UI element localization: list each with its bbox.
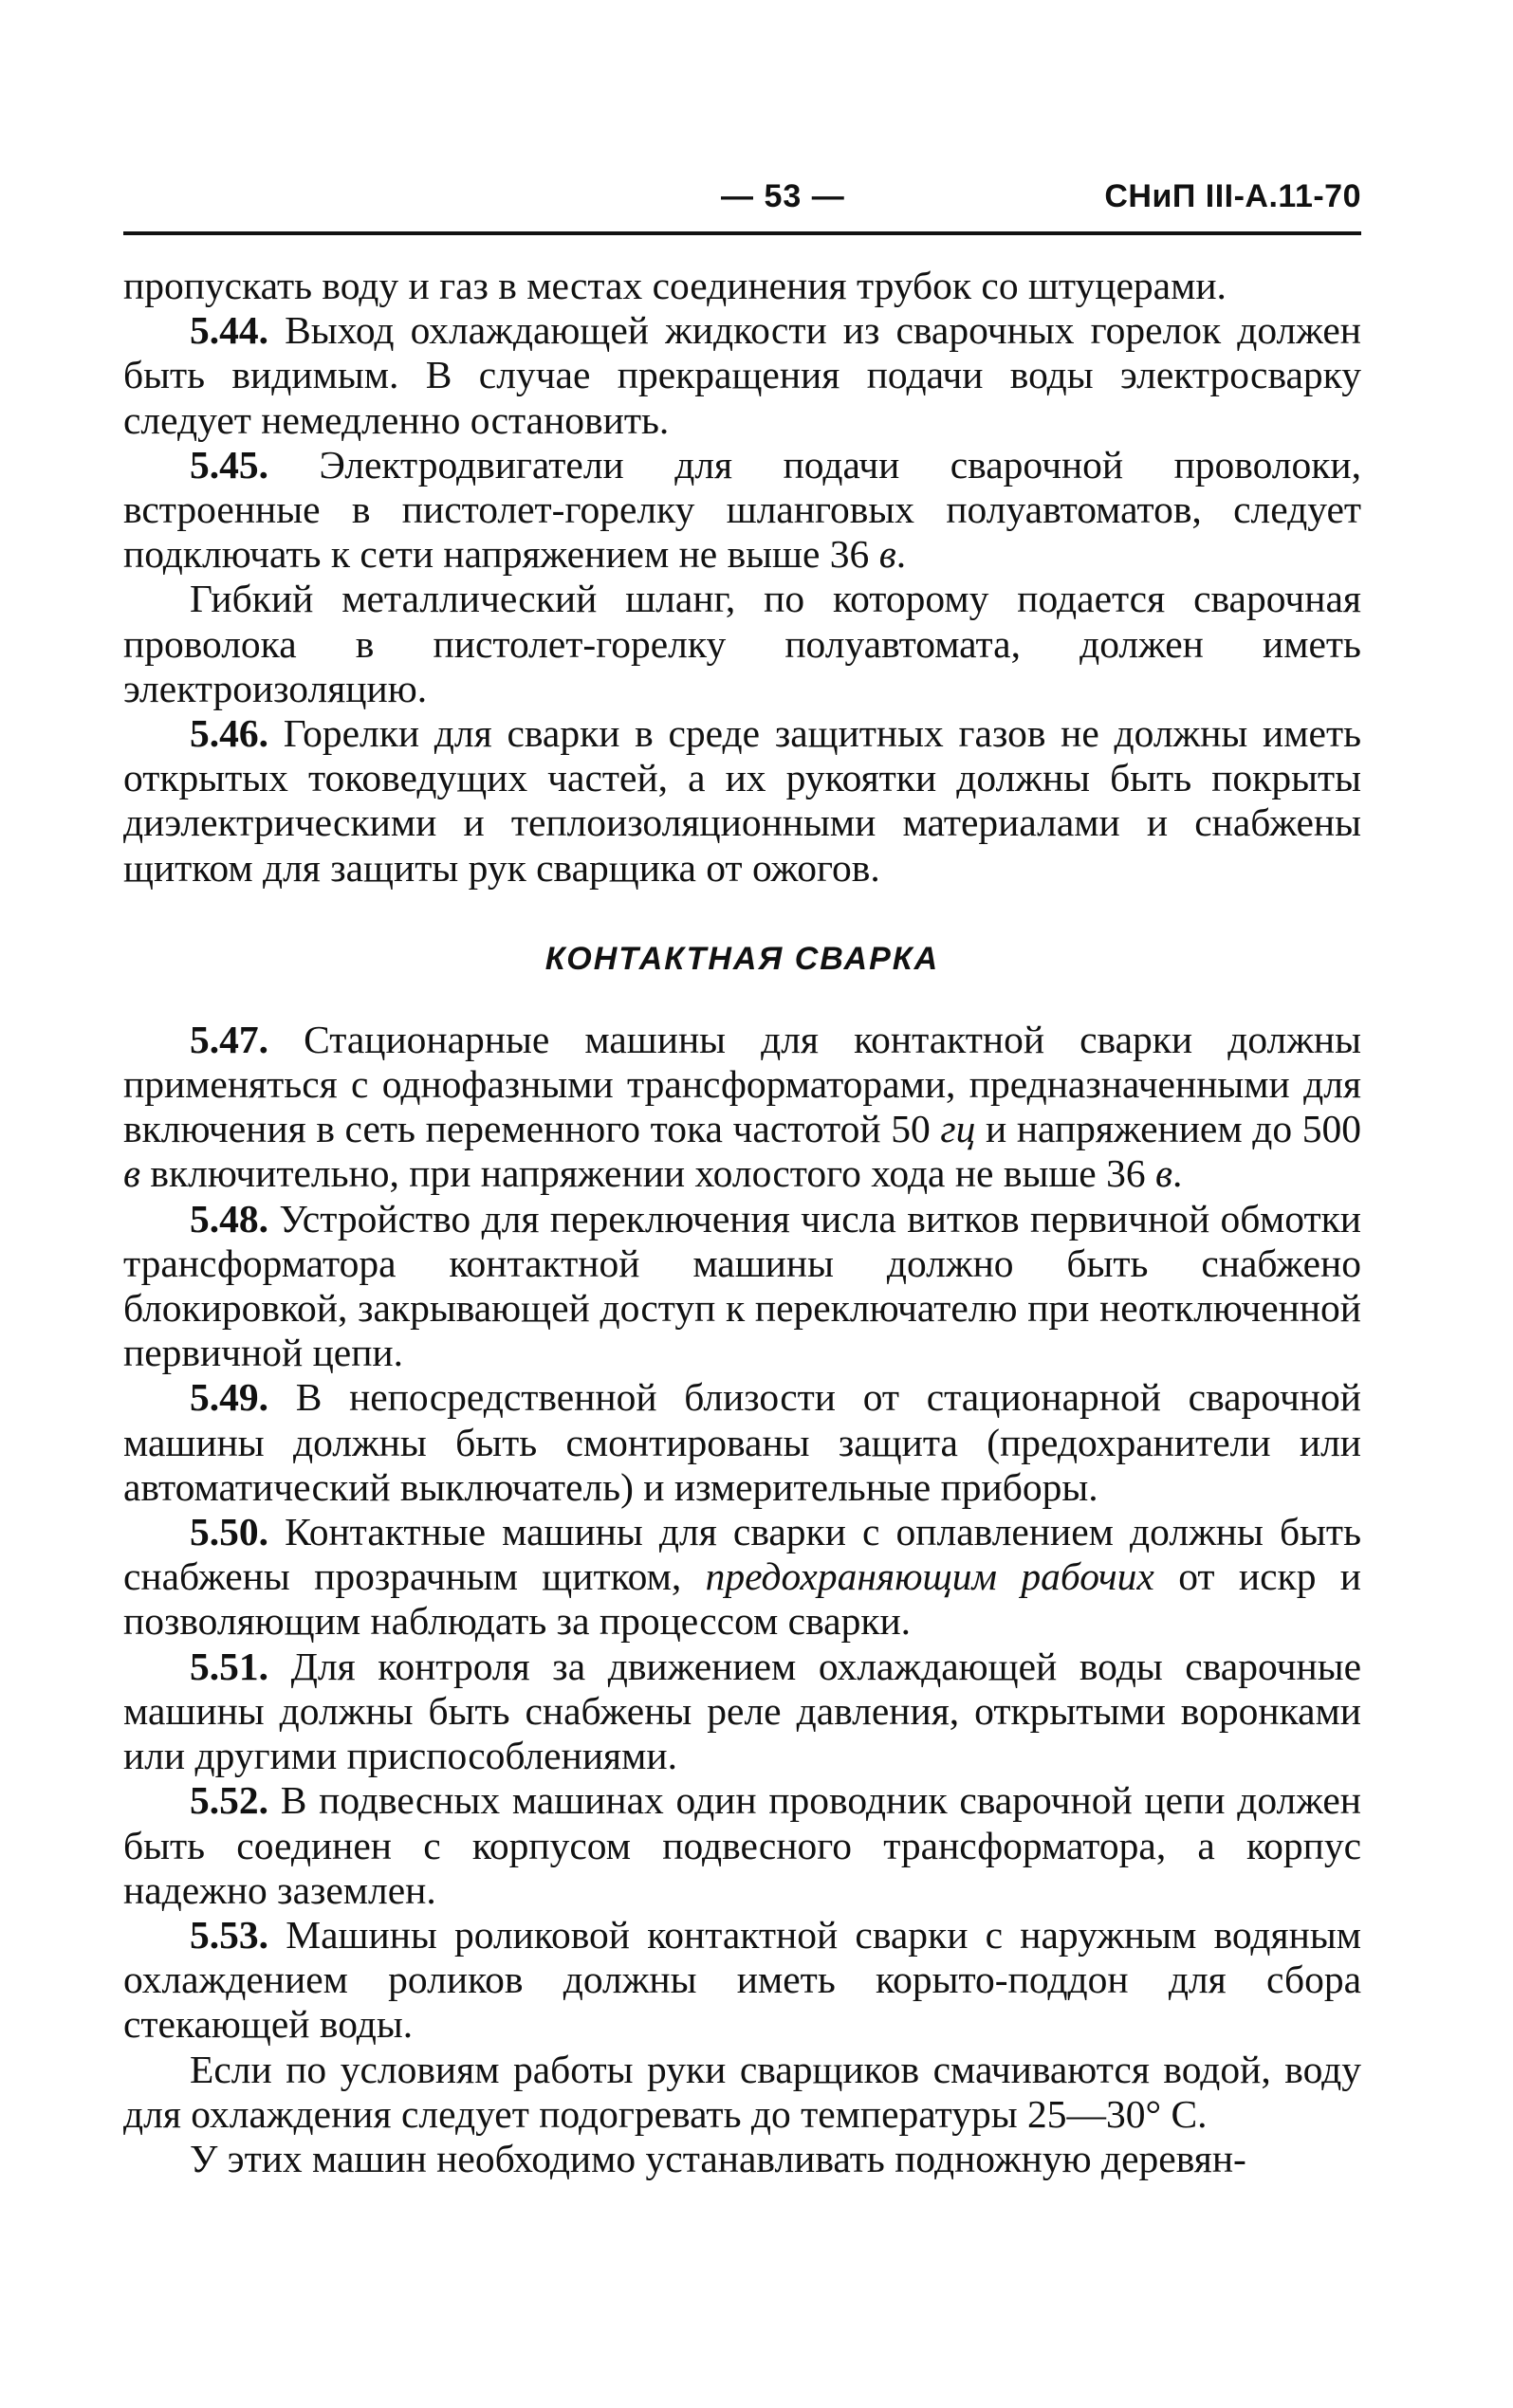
section-heading: КОНТАКТНАЯ СВАРКА <box>544 940 940 977</box>
clause-5-47 <box>123 1018 1361 1197</box>
clause-number: 5.51. <box>190 1644 268 1688</box>
paragraph-text: Гибкий металлический шланг, по которому подается сварочная проволока в пистолет-горелку полуавтомата, должен иметь электроизоляцию. <box>123 577 1361 710</box>
clause-text: Горелки для сварки в среде защитных газов не должны иметь открытых токоведущих частей, а их рукоятки должны быть покрыты диэлектрическими и теплоизоляционными материалами и снабжены щитком для защиты рук сварщика от ожогов. <box>123 711 1361 890</box>
clause-5-44 <box>123 308 1361 443</box>
clause-5-46 <box>123 711 1361 891</box>
clause-text: Устройство для переключения числа витков первичной обмотки трансформатора контактной машины должно быть снабжено блокировкой, закрывающей доступ к переключателю при неотключенной первичной цепи. <box>123 1196 1361 1375</box>
clause-text: Стационарные машины для контактной сварки должны применяться с однофазными трансформаторами, предназначенными для включения в сеть переменного тока частотой 50 <box>123 1017 1361 1151</box>
document-code: СНиП III-А.11-70 <box>1104 178 1361 214</box>
header-rule <box>123 231 1361 235</box>
page-header <box>123 178 1361 228</box>
clause-number: 5.52. <box>190 1778 268 1823</box>
clause-italic-text: предохраняющим рабочих <box>705 1554 1154 1599</box>
page-number: — 53 — <box>721 178 845 214</box>
clause-5-48 <box>123 1197 1361 1376</box>
clause-number: 5.53. <box>190 1912 268 1957</box>
clause-5-53 <box>123 1913 1361 2048</box>
clause-end: . <box>1172 1151 1183 1196</box>
paragraph-flexible-hose <box>123 577 1361 711</box>
document-body <box>123 264 1361 2181</box>
paragraph-wooden-grate <box>123 2137 1361 2181</box>
clause-text: Контактные машины для сварки с оплавлением должны быть снабжены прозрачным щитком, <box>123 1510 1361 1599</box>
clause-number: 5.49. <box>190 1375 268 1420</box>
unit-volt: в <box>123 1151 141 1196</box>
clause-text: Машины роликовой контактной сварки с наружным водяным охлаждением роликов должны иметь корыто-поддон для сбора стекающей воды. <box>123 1912 1361 2047</box>
clause-text: В непосредственной близости от стационарной сварочной машины должны быть смонтированы защита (предохранители или автоматический выключатель) и измерительные приборы. <box>123 1375 1361 1509</box>
clause-text: Выход охлаждающей жидкости из сварочных горелок должен быть видимым. В случае прекращения подачи воды электросварку следует немедленно остановить. <box>123 308 1361 442</box>
clause-text: В подвесных машинах один проводник сварочной цепи должен быть соединен с корпусом подвесного трансформатора, а корпус надежно заземлен. <box>123 1778 1361 1912</box>
clause-text: от искр и позволяющим наблюдать за процессом сварки. <box>123 1554 1361 1644</box>
clause-end: . <box>895 532 907 577</box>
clause-5-50 <box>123 1510 1361 1645</box>
clause-number: 5.48. <box>190 1196 268 1241</box>
clause-number: 5.47. <box>190 1017 268 1061</box>
clause-5-49 <box>123 1375 1361 1510</box>
clause-text: включительно, при напряжении холостого хода не выше 36 <box>140 1151 1155 1196</box>
clause-text: Для контроля за движением охлаждающей воды сварочные машины должны быть снабжены реле давления, открытыми воронками или другими приспособлениями. <box>123 1644 1361 1778</box>
clause-number: 5.44. <box>190 308 268 353</box>
unit-hertz: гц <box>940 1107 976 1151</box>
clause-number: 5.46. <box>190 711 268 756</box>
clause-text: и напряжением до 500 <box>975 1107 1361 1151</box>
clause-5-45 <box>123 443 1361 578</box>
paragraph-text: У этих машин необходимо устанавливать подножную деревян- <box>190 2136 1246 2180</box>
clause-5-52 <box>123 1778 1361 1913</box>
paragraph-text: Если по условиям работы руки сварщиков смачиваются водой, воду для охлаждения следует подогревать до температуры 25—30° С. <box>123 2047 1361 2136</box>
unit-volt: в <box>1154 1151 1172 1196</box>
clause-5-51 <box>123 1645 1361 1779</box>
paragraph-text: пропускать воду и газ в местах соединения трубок со штуцерами. <box>123 264 1227 307</box>
paragraph-continuation <box>123 264 1361 308</box>
paragraph-water-heating <box>123 2048 1361 2137</box>
clause-text: Электродвигатели для подачи сварочной проволоки, встроенные в пистолет-горелку шланговых полуавтоматов, следует подключать к сети напряжением не выше 36 <box>123 442 1361 577</box>
clause-number: 5.50. <box>190 1510 268 1554</box>
unit-volt: в <box>878 532 896 577</box>
clause-number: 5.45. <box>190 442 268 487</box>
